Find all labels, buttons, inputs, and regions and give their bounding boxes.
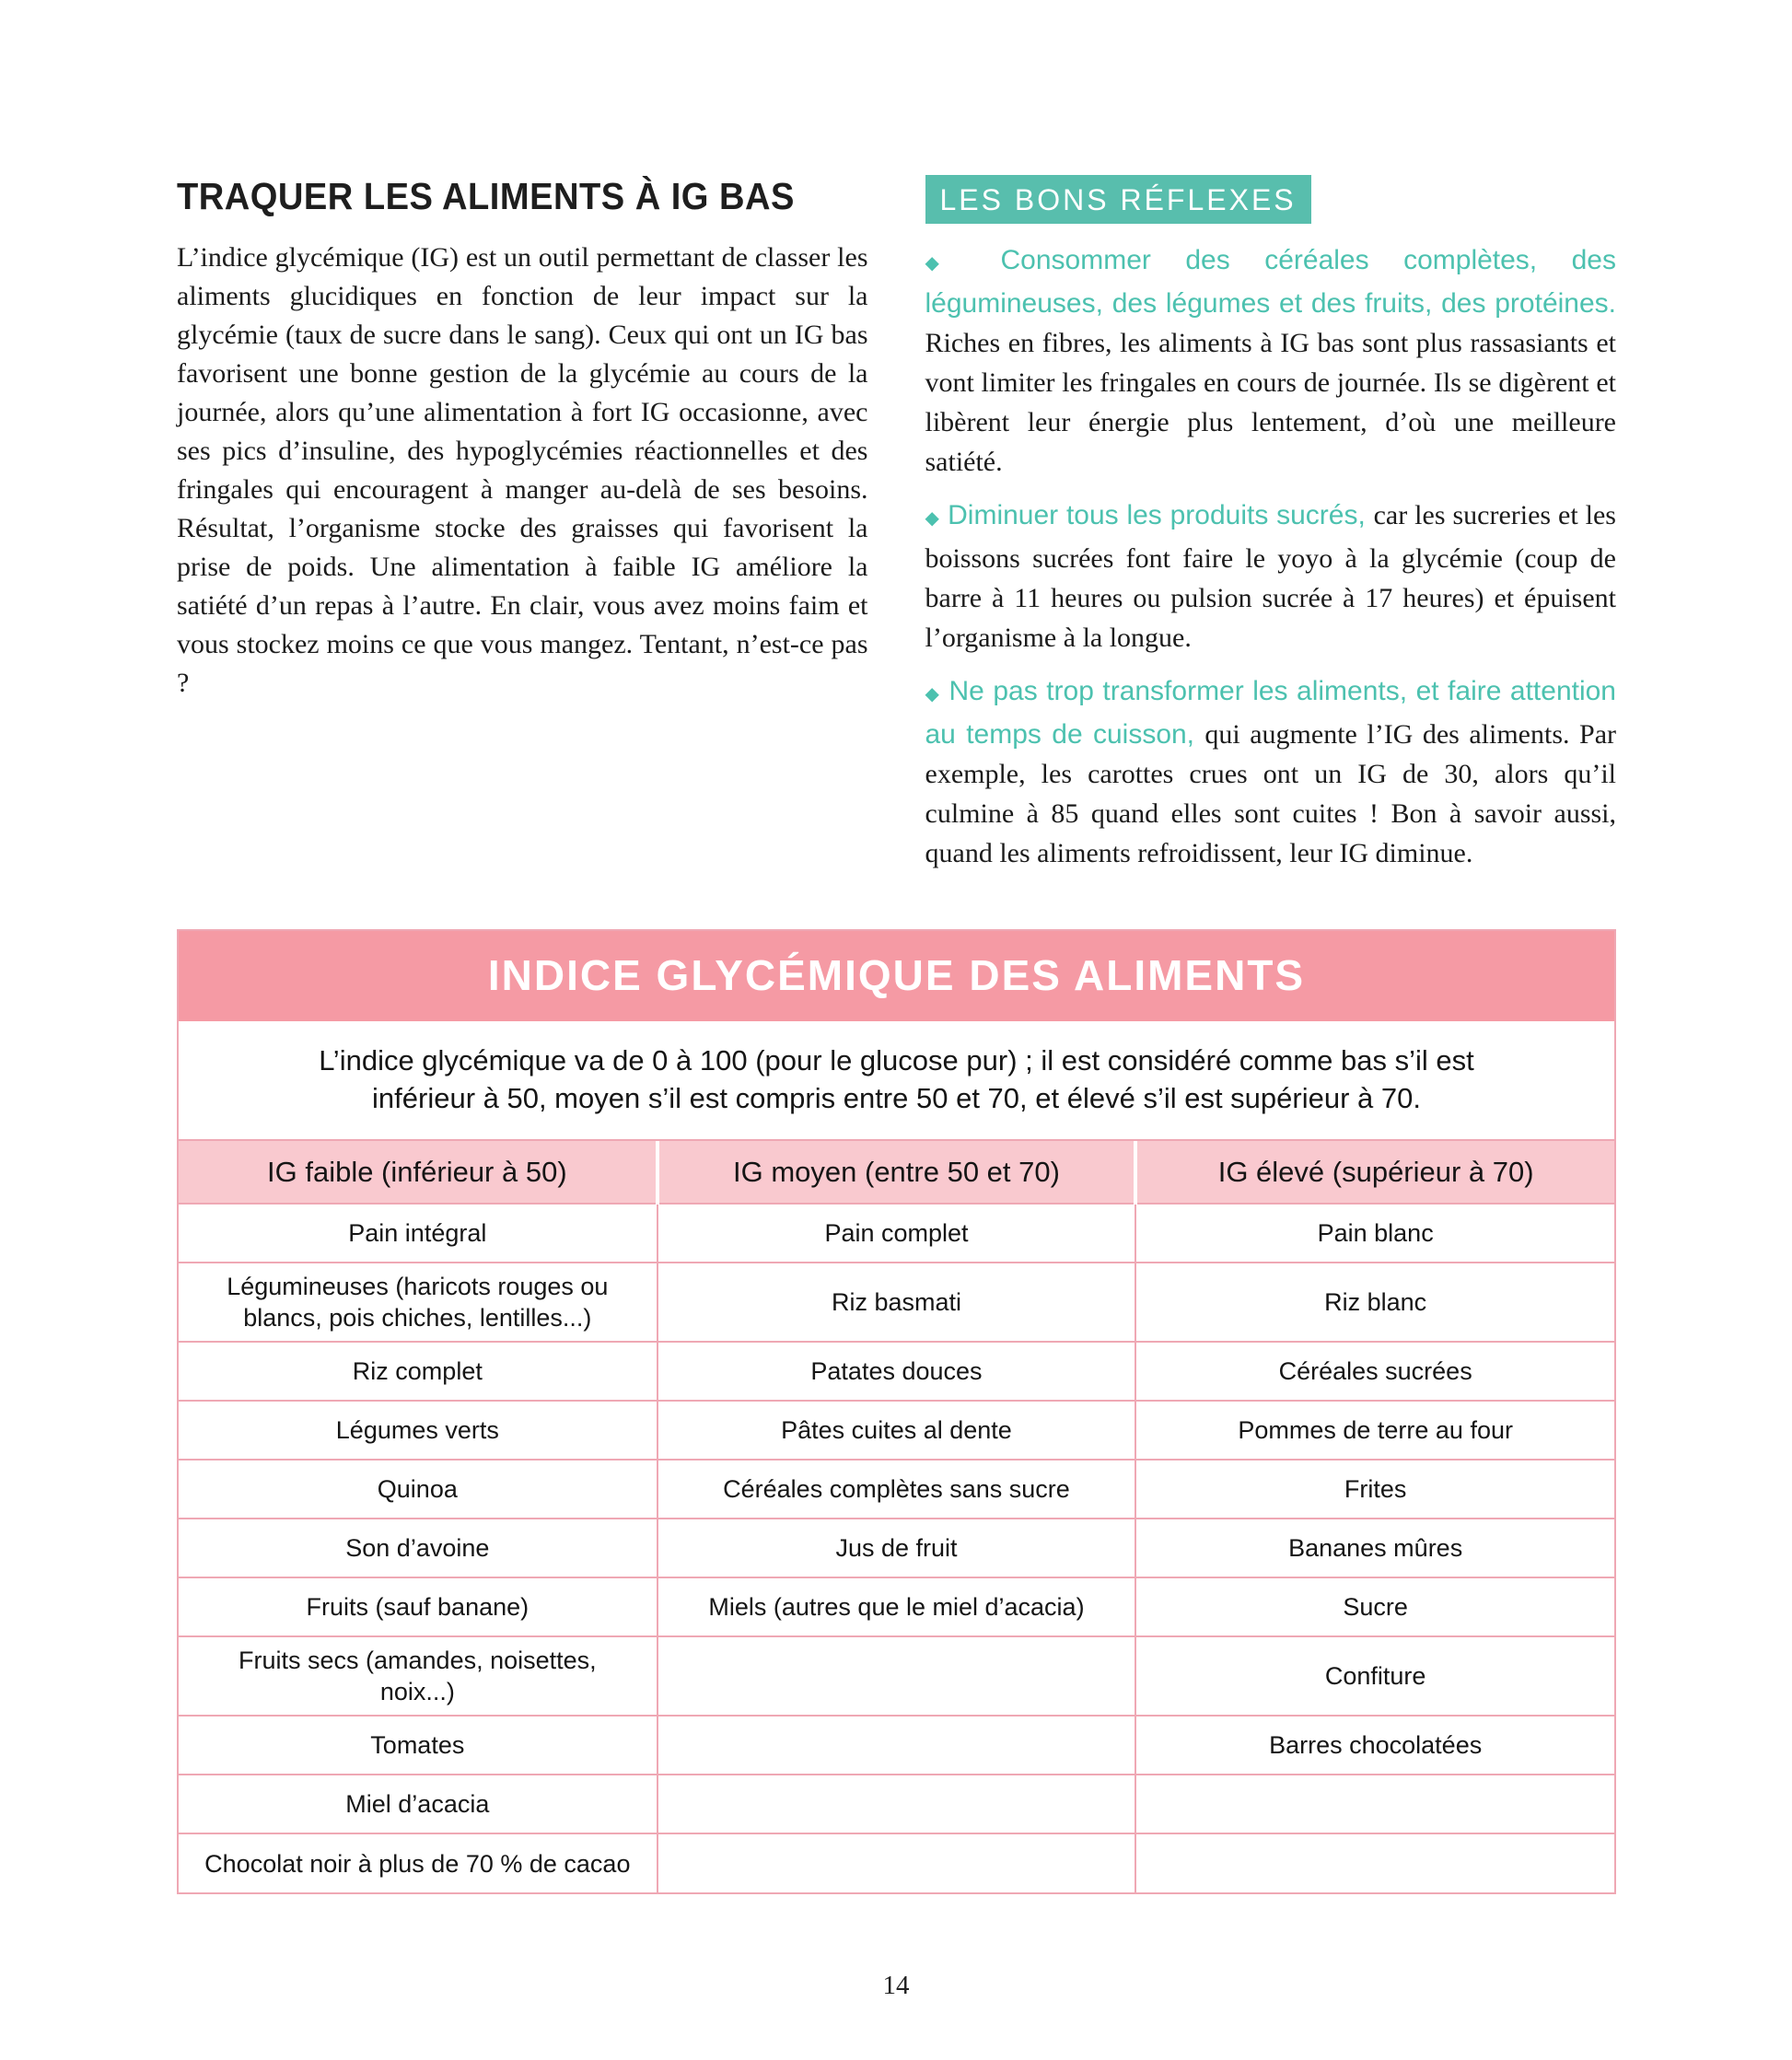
glycemic-index-table xyxy=(177,929,1616,1894)
table-row xyxy=(179,1204,1614,1263)
table-row xyxy=(179,1775,1614,1833)
table-cell xyxy=(1135,1833,1614,1892)
left-column-body: L’indice glycémique (IG) est un outil permettant de classer les aliments glucidiques en fonction de leur impact sur la glycémie (taux de sucre dans le sang). Ceux qui ont un IG bas favorisent une bonne gestion de la glycémie au cours de la journée, alors qu’une alimentation à fort IG occasionne, avec ses pics d’insuline, des hypoglycémies réactionnelles et des fringales qui encouragent à manger au-delà de ses besoins. Résultat, l’organisme stocke des graisses qui favorisent la prise de poids. Une alimentation à faible IG améliore la satiété d’un repas à l’autre. En clair, vous avez moins faim et vous stockez moins ce que vous mangez. Tentant, n’est-ce pas ? xyxy=(177,242,868,698)
column-header-high: IG élevé (supérieur à 70) xyxy=(1135,1141,1614,1204)
table-cell: Pain blanc xyxy=(1135,1204,1614,1263)
table-cell: Fruits secs (amandes, noisettes, noix...) xyxy=(179,1636,657,1716)
table-cell: Pain complet xyxy=(657,1204,1136,1263)
table-cell: Riz basmati xyxy=(657,1263,1136,1342)
table-cell: Riz blanc xyxy=(1135,1263,1614,1342)
table-title: INDICE GLYCÉMIQUE DES ALIMENTS xyxy=(179,931,1614,1021)
table-cell xyxy=(657,1716,1136,1775)
table-cell: Quinoa xyxy=(179,1460,657,1519)
table-cell: Sucre xyxy=(1135,1577,1614,1636)
glycemic-index-grid xyxy=(179,1141,1614,1892)
table-cell: Pommes de terre au four xyxy=(1135,1401,1614,1460)
table-cell: Fruits (sauf banane) xyxy=(179,1577,657,1636)
table-cell: Riz complet xyxy=(179,1342,657,1401)
table-cell: Céréales sucrées xyxy=(1135,1342,1614,1401)
table-row xyxy=(179,1636,1614,1716)
table-cell: Tomates xyxy=(179,1716,657,1775)
diamond-bullet-icon: ◆ xyxy=(925,508,940,529)
bullet-lead: Diminuer tous les produits sucrés, xyxy=(948,500,1366,530)
table-row xyxy=(179,1577,1614,1636)
table-row xyxy=(179,1460,1614,1519)
table-row xyxy=(179,1519,1614,1577)
table-row xyxy=(179,1716,1614,1775)
table-cell: Patates douces xyxy=(657,1342,1136,1401)
bullet-rest: car les sucreries et les boissons sucrées font faire le yoyo à la glycémie (coup de barre à 11 heures ou pulsion sucrée à 17 heures) et épuisent l’organisme à la longue. xyxy=(925,500,1616,653)
table-cell: Pain intégral xyxy=(179,1204,657,1263)
table-cell xyxy=(1135,1775,1614,1833)
reflexes-badge: LES BONS RÉFLEXES xyxy=(925,175,1311,224)
table-row xyxy=(179,1833,1614,1892)
column-header-medium: IG moyen (entre 50 et 70) xyxy=(657,1141,1136,1204)
table-cell: Confiture xyxy=(1135,1636,1614,1716)
page-number: 14 xyxy=(882,1971,910,2000)
table-cell: Jus de fruit xyxy=(657,1519,1136,1577)
table-cell: Légumineuses (haricots rouges ou blancs, pois chiches, lentilles...) xyxy=(179,1263,657,1342)
table-intro: L’indice glycémique va de 0 à 100 (pour le glucose pur) ; il est considéré comme bas s’il est inférieur à 50, moyen s’il est compris entre 50 et 70, et élevé s’il est supérieur à 70. xyxy=(179,1021,1614,1141)
reflex-bullet-3 xyxy=(925,671,1617,873)
reflex-bullet-2 xyxy=(925,495,1617,658)
table-cell: Miels (autres que le miel d’acacia) xyxy=(657,1577,1136,1636)
page-title: TRAQUER LES ALIMENTS À IG BAS xyxy=(177,175,795,217)
table-cell: Barres chocolatées xyxy=(1135,1716,1614,1775)
left-column xyxy=(177,175,868,887)
column-header-low: IG faible (inférieur à 50) xyxy=(179,1141,657,1204)
table-cell: Frites xyxy=(1135,1460,1614,1519)
table-cell: Son d’avoine xyxy=(179,1519,657,1577)
bullet-rest: qui augmente l’IG des aliments. Par exemple, les carottes crues ont un IG de 30, alors qu’il culmine à 85 quand elles sont cuites ! Bon à savoir aussi, quand les aliments refroidissent, leur IG diminue. xyxy=(925,719,1617,868)
table-row xyxy=(179,1342,1614,1401)
table-header-row xyxy=(179,1141,1614,1204)
table-cell: Chocolat noir à plus de 70 % de cacao xyxy=(179,1833,657,1892)
diamond-bullet-icon: ◆ xyxy=(925,253,967,274)
table-cell: Céréales complètes sans sucre xyxy=(657,1460,1136,1519)
table-row xyxy=(179,1401,1614,1460)
intro-columns xyxy=(177,175,1616,887)
reflex-bullet-1 xyxy=(925,240,1617,482)
table-cell: Pâtes cuites al dente xyxy=(657,1401,1136,1460)
table-cell: Légumes verts xyxy=(179,1401,657,1460)
table-cell xyxy=(657,1636,1136,1716)
table-cell xyxy=(657,1833,1136,1892)
table-row xyxy=(179,1263,1614,1342)
diamond-bullet-icon: ◆ xyxy=(925,684,941,704)
table-cell: Miel d’acacia xyxy=(179,1775,657,1833)
table-cell xyxy=(657,1775,1136,1833)
bullet-lead: Ne pas trop transformer les aliments, et faire attention au temps de cuisson, xyxy=(925,676,1616,750)
right-column xyxy=(925,175,1617,887)
bullet-lead: Consommer des céréales complètes, des légumineuses, des légumes et des fruits, des protéines. xyxy=(925,245,1616,319)
bullet-rest: Riches en fibres, les aliments à IG bas sont plus rassasiants et vont limiter les fringales en cours de journée. Ils se digèrent et libèrent leur énergie plus lentement, d’où une meilleure satiété. xyxy=(925,328,1616,477)
table-cell: Bananes mûres xyxy=(1135,1519,1614,1577)
